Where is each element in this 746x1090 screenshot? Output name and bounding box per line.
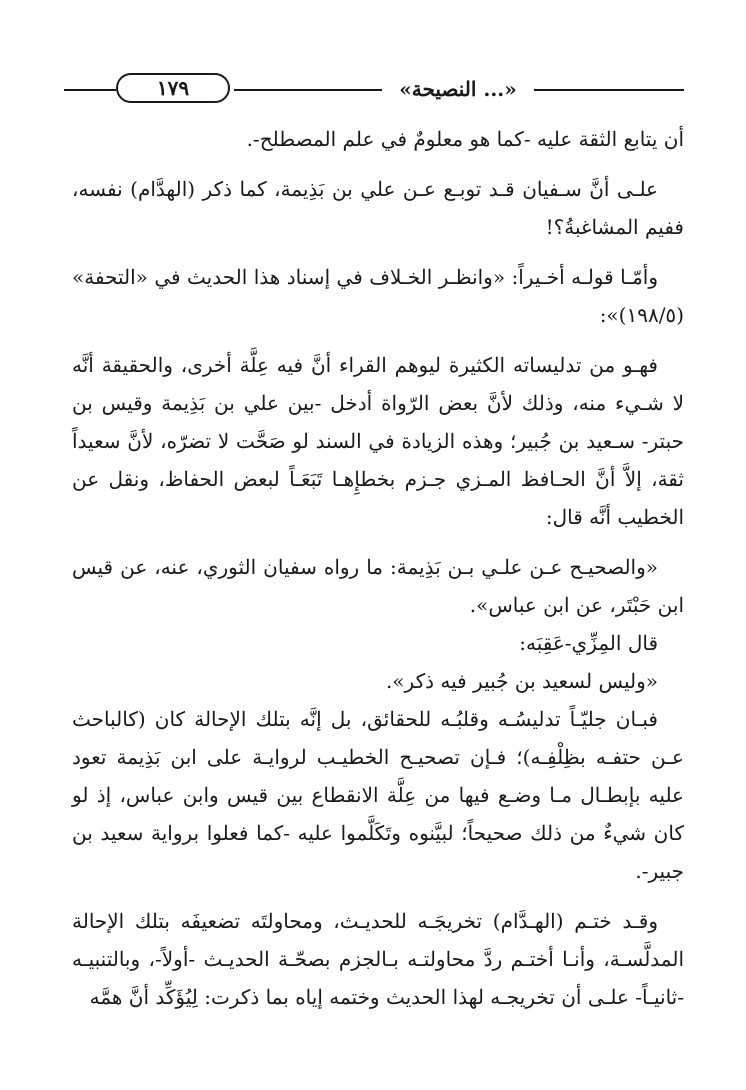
paragraph-4: فهـو من تدليساته الكثيرة ليوهم القراء أنَّ فيه عِلَّة أخرى، والحقيقة أنَّه لا شـيء منه، وذلك لأنَّ بعض الرّواة أدخل -بين علي بن بَذِيمة وقيس بن حبتر- سـعيد بن جُبير؛ وهذه الزيادة في السند لو صَحَّت لا تضرّه، لأنَّ سعيداً ثقة، إلاَّ أنَّ الحـافظ المـزي جـزم بخطإِهـا تَبَعَـاً لبعض الحفاظ، ونقل عن الخطيب أنَّه قال: <box>72 353 684 529</box>
paragraph-6: وقـد ختـم (الهـدَّام) تخريجَـه للحديـث، ومحاولتَه تضعيفَه بتلك الإحالة المدلَّسـة، وأنـا أختـم ردَّ محاولتـه بـالجزم بصحّـة الحديـث -أولاً-، وبالتنبيـه -ثانيـاً- علـى أن تخريجـه لهذا الحديث وختمه إياه بما ذكرت: لِيُؤَكِّد أنَّ همَّه <box>72 909 684 1009</box>
paragraph-3: وأمّـا قولـه أخـيراً: «وانظـر الخـلاف في إسناد هذا الحديث في «التحفة» (١٩٨/٥)»: <box>72 265 684 327</box>
paragraph-5: فبـان جليّـاً تدليسُـه وقلبُـه للحقائق، بل إنَّه بتلك الإحالة كان (كالباحث عـن حتفـه بظِلْفِـه)؛ فـإن تصحيـح الخطيـب لروايـة على ابن بَذِيمة تعود عليه بإبطـال مـا وضـع فيها من عِلَّة الانقطاع بين قيس وابن عباس، إذ لو كان شيءٌ من ذلك صحيحاً؛ لبيَّنوه وتَكَلَّموا عليه -كما فعلوا برواية سعيد بن جبير-. <box>72 707 684 883</box>
body-text <box>72 120 684 1016</box>
quote-mizzi: «وليس لسعيد بن جُبير فيه ذكر». <box>385 669 658 693</box>
header-rule-middle <box>234 89 382 91</box>
mizzi-label: قال المِزِّي-عَقِبَه: <box>519 631 658 655</box>
page-number: ١٧٩ <box>116 73 230 103</box>
header-rule-left <box>64 89 116 91</box>
running-title: «النصيحة ...» <box>399 77 517 101</box>
paragraph-2: علـى أنَّ سـفيان قـد توبـع عـن علي بن بَذِيمة، كما ذكر (الهدَّام) نفسه، ففيم المشاغبةُ؟! <box>72 177 684 239</box>
header-rule-right <box>534 89 684 91</box>
page-header <box>64 70 684 110</box>
quote-khatib: «والصحيـح عـن علـي بـن بَذِيمة: ما رواه سفيان الثوري، عنه، عن قيس ابن حَبْتَر، عن ابن عباس». <box>72 555 684 617</box>
paragraph-1: أن يتابع الثقة عليه -كما هو معلومٌ في علم المصطلح-. <box>246 127 684 151</box>
